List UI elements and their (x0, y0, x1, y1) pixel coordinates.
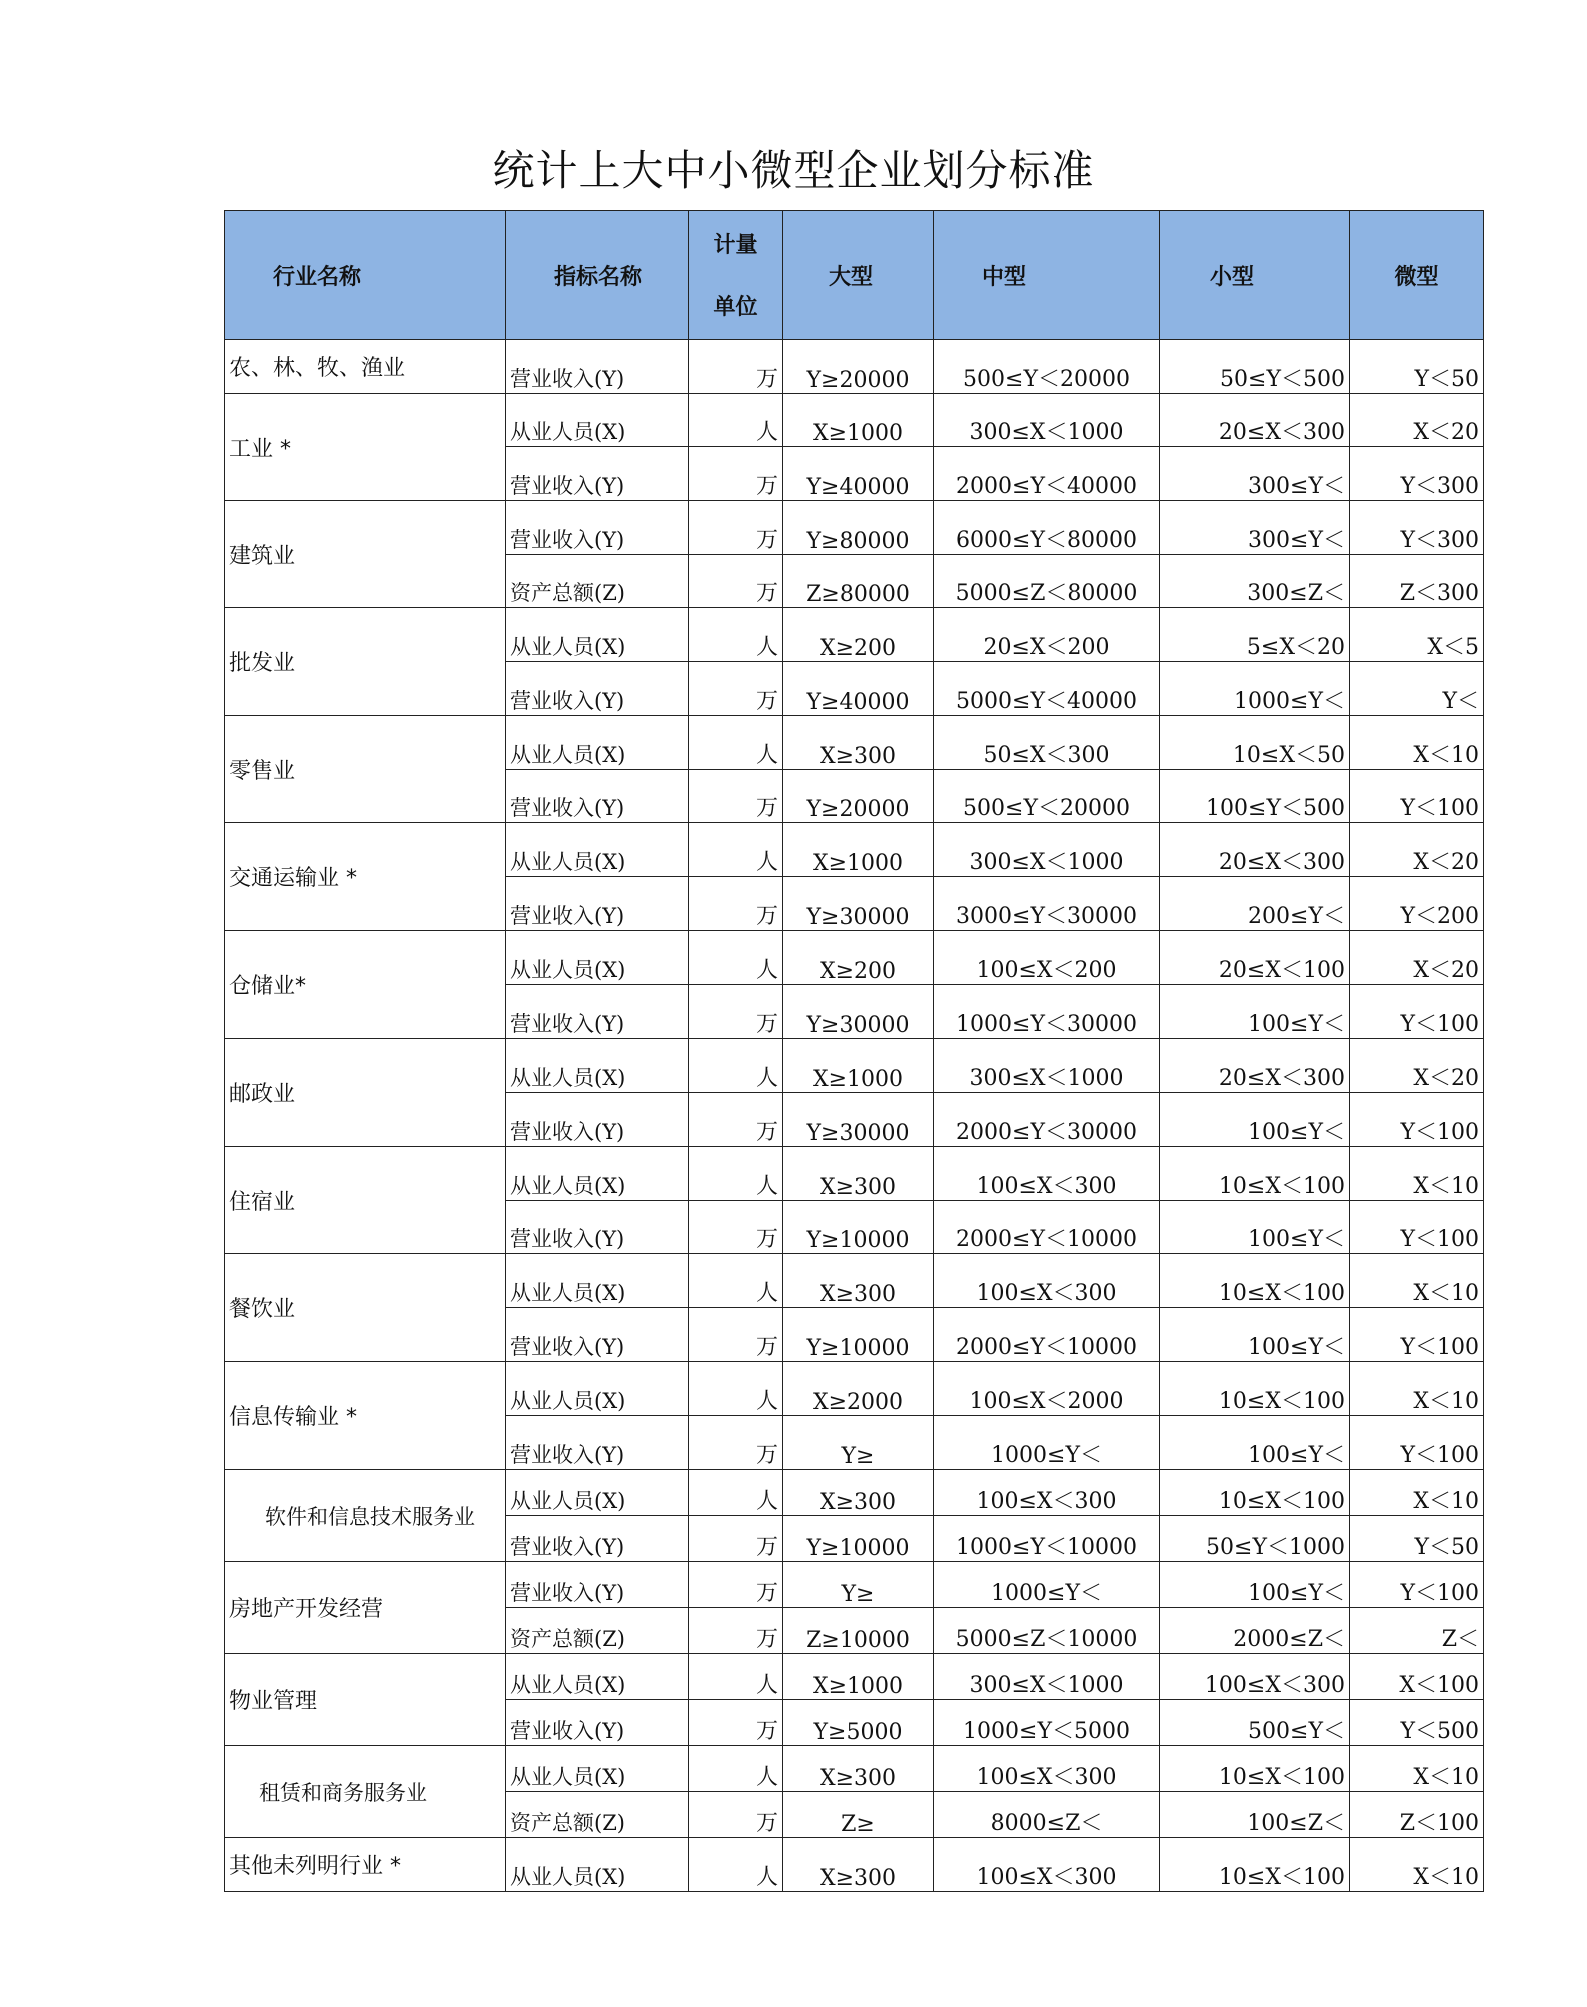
unit-cell: 人 (689, 608, 783, 662)
unit-cell: 人 (689, 1654, 783, 1700)
small-threshold-cell: 300≤Y＜ (1160, 447, 1350, 501)
industry-name-cell: 批发业 (225, 608, 506, 716)
unit-cell: 人 (689, 1746, 783, 1792)
medium-threshold-cell: 100≤X＜300 (934, 1470, 1160, 1516)
micro-threshold-cell: X＜10 (1350, 1470, 1484, 1516)
table-row (225, 1147, 1484, 1201)
indicator-cell: 营业收入(Y) (506, 662, 689, 716)
medium-threshold-cell: 500≤Y＜20000 (934, 770, 1160, 823)
unit-cell: 万 (689, 1201, 783, 1254)
unit-cell: 万 (689, 985, 783, 1039)
unit-cell: 万 (689, 1792, 783, 1838)
micro-threshold-cell: Y＜50 (1350, 340, 1484, 394)
micro-threshold-cell: X＜10 (1350, 1254, 1484, 1308)
industry-name-cell: 零售业 (225, 716, 506, 823)
table-row (225, 1362, 1484, 1416)
micro-threshold-cell: Y＜100 (1350, 985, 1484, 1039)
unit-cell: 万 (689, 1093, 783, 1147)
unit-cell: 万 (689, 1416, 783, 1470)
indicator-cell: 从业人员(X) (506, 1654, 689, 1700)
small-threshold-cell: 50≤Y＜1000 (1160, 1516, 1350, 1562)
classification-table (224, 210, 1484, 1892)
large-threshold-cell: Y≥10000 (783, 1201, 934, 1254)
medium-threshold-cell: 3000≤Y＜30000 (934, 877, 1160, 931)
micro-threshold-cell: Z＜ (1350, 1608, 1484, 1654)
medium-threshold-cell: 20≤X＜200 (934, 608, 1160, 662)
medium-threshold-cell: 500≤Y＜20000 (934, 340, 1160, 394)
industry-name-cell: 住宿业 (225, 1147, 506, 1254)
large-threshold-cell: Y≥80000 (783, 501, 934, 555)
small-threshold-cell: 1000≤Y＜ (1160, 662, 1350, 716)
large-threshold-cell: X≥200 (783, 608, 934, 662)
small-threshold-cell: 100≤Y＜ (1160, 1201, 1350, 1254)
unit-cell: 万 (689, 770, 783, 823)
micro-threshold-cell: Y＜200 (1350, 877, 1484, 931)
small-threshold-cell: 10≤X＜100 (1160, 1254, 1350, 1308)
small-threshold-cell: 10≤X＜50 (1160, 716, 1350, 770)
small-threshold-cell: 200≤Y＜ (1160, 877, 1350, 931)
unit-cell: 万 (689, 447, 783, 501)
medium-threshold-cell: 50≤X＜300 (934, 716, 1160, 770)
large-threshold-cell: Y≥20000 (783, 770, 934, 823)
indicator-cell: 资产总额(Z) (506, 1608, 689, 1654)
large-threshold-cell: X≥200 (783, 931, 934, 985)
large-threshold-cell: Y≥30000 (783, 877, 934, 931)
industry-name-cell: 物业管理 (225, 1654, 506, 1746)
indicator-cell: 营业收入(Y) (506, 1416, 689, 1470)
indicator-cell: 营业收入(Y) (506, 340, 689, 394)
indicator-cell: 营业收入(Y) (506, 1562, 689, 1608)
large-threshold-cell: X≥300 (783, 1470, 934, 1516)
header-large: 大型 (783, 211, 934, 340)
micro-threshold-cell: X＜10 (1350, 716, 1484, 770)
micro-threshold-cell: X＜10 (1350, 1746, 1484, 1792)
header-unit-line2: 单位 (713, 295, 758, 320)
micro-threshold-cell: Y＜300 (1350, 501, 1484, 555)
micro-threshold-cell: X＜10 (1350, 1147, 1484, 1201)
indicator-cell: 营业收入(Y) (506, 1201, 689, 1254)
medium-threshold-cell: 6000≤Y＜80000 (934, 501, 1160, 555)
table-row (225, 501, 1484, 555)
micro-threshold-cell: Y＜50 (1350, 1516, 1484, 1562)
small-threshold-cell: 100≤Y＜ (1160, 985, 1350, 1039)
large-threshold-cell: Z≥10000 (783, 1608, 934, 1654)
page-title: 统计上大中小微型企业划分标准 (492, 146, 1095, 195)
unit-cell: 万 (689, 501, 783, 555)
indicator-cell: 从业人员(X) (506, 1362, 689, 1416)
small-threshold-cell: 100≤Y＜500 (1160, 770, 1350, 823)
small-threshold-cell: 10≤X＜100 (1160, 1362, 1350, 1416)
micro-threshold-cell: Y＜100 (1350, 1416, 1484, 1470)
large-threshold-cell: Y≥20000 (783, 340, 934, 394)
small-threshold-cell: 10≤X＜100 (1160, 1838, 1350, 1892)
unit-cell: 人 (689, 1838, 783, 1892)
large-threshold-cell: Z≥ (783, 1792, 934, 1838)
indicator-cell: 从业人员(X) (506, 931, 689, 985)
unit-cell: 人 (689, 1470, 783, 1516)
table-row (225, 1746, 1484, 1792)
industry-name-cell: 邮政业 (225, 1039, 506, 1147)
header-medium: 中型 (934, 211, 1160, 340)
large-threshold-cell: Y≥5000 (783, 1700, 934, 1746)
medium-threshold-cell: 1000≤Y＜ (934, 1416, 1160, 1470)
micro-threshold-cell: Y＜ (1350, 662, 1484, 716)
medium-threshold-cell: 1000≤Y＜5000 (934, 1700, 1160, 1746)
large-threshold-cell: X≥300 (783, 1746, 934, 1792)
table-row (225, 1654, 1484, 1700)
small-threshold-cell: 100≤Y＜ (1160, 1416, 1350, 1470)
micro-threshold-cell: Z＜100 (1350, 1792, 1484, 1838)
small-threshold-cell: 300≤Z＜ (1160, 555, 1350, 608)
indicator-cell: 资产总额(Z) (506, 555, 689, 608)
unit-cell: 万 (689, 1608, 783, 1654)
indicator-cell: 营业收入(Y) (506, 1700, 689, 1746)
unit-cell: 万 (689, 662, 783, 716)
medium-threshold-cell: 8000≤Z＜ (934, 1792, 1160, 1838)
table-row (225, 1562, 1484, 1608)
large-threshold-cell: X≥300 (783, 716, 934, 770)
unit-cell: 人 (689, 1254, 783, 1308)
indicator-cell: 营业收入(Y) (506, 985, 689, 1039)
table-row (225, 931, 1484, 985)
indicator-cell: 从业人员(X) (506, 1746, 689, 1792)
micro-threshold-cell: Y＜100 (1350, 1562, 1484, 1608)
table-row (225, 1254, 1484, 1308)
unit-cell: 万 (689, 555, 783, 608)
large-threshold-cell: X≥1000 (783, 1654, 934, 1700)
unit-cell: 万 (689, 1700, 783, 1746)
industry-name-cell: 其他未列明行业 * (225, 1838, 506, 1892)
large-threshold-cell: X≥300 (783, 1147, 934, 1201)
micro-threshold-cell: X＜100 (1350, 1654, 1484, 1700)
table-row (225, 394, 1484, 447)
unit-cell: 人 (689, 394, 783, 447)
small-threshold-cell: 100≤Y＜ (1160, 1562, 1350, 1608)
small-threshold-cell: 100≤Y＜ (1160, 1308, 1350, 1362)
micro-threshold-cell: Y＜100 (1350, 770, 1484, 823)
industry-name-cell: 餐饮业 (225, 1254, 506, 1362)
indicator-cell: 从业人员(X) (506, 1470, 689, 1516)
micro-threshold-cell: X＜10 (1350, 1838, 1484, 1892)
unit-cell: 万 (689, 340, 783, 394)
micro-threshold-cell: X＜20 (1350, 1039, 1484, 1093)
micro-threshold-cell: Y＜100 (1350, 1201, 1484, 1254)
medium-threshold-cell: 1000≤Y＜30000 (934, 985, 1160, 1039)
header-unit (689, 211, 783, 340)
small-threshold-cell: 300≤Y＜ (1160, 501, 1350, 555)
large-threshold-cell: Y≥40000 (783, 662, 934, 716)
header-unit-line1: 计量 (713, 233, 758, 258)
small-threshold-cell: 500≤Y＜ (1160, 1700, 1350, 1746)
large-threshold-cell: X≥300 (783, 1254, 934, 1308)
small-threshold-cell: 5≤X＜20 (1160, 608, 1350, 662)
small-threshold-cell: 10≤X＜100 (1160, 1147, 1350, 1201)
medium-threshold-cell: 100≤X＜2000 (934, 1362, 1160, 1416)
table-row (225, 608, 1484, 662)
micro-threshold-cell: X＜10 (1350, 1362, 1484, 1416)
large-threshold-cell: X≥1000 (783, 823, 934, 877)
small-threshold-cell: 50≤Y＜500 (1160, 340, 1350, 394)
indicator-cell: 营业收入(Y) (506, 447, 689, 501)
small-threshold-cell: 10≤X＜100 (1160, 1470, 1350, 1516)
table-body (225, 340, 1484, 1892)
large-threshold-cell: Y≥10000 (783, 1308, 934, 1362)
large-threshold-cell: X≥1000 (783, 1039, 934, 1093)
indicator-cell: 从业人员(X) (506, 1039, 689, 1093)
large-threshold-cell: Y≥10000 (783, 1516, 934, 1562)
medium-threshold-cell: 5000≤Y＜40000 (934, 662, 1160, 716)
large-threshold-cell: X≥2000 (783, 1362, 934, 1416)
medium-threshold-cell: 300≤X＜1000 (934, 1039, 1160, 1093)
large-threshold-cell: X≥300 (783, 1838, 934, 1892)
medium-threshold-cell: 5000≤Z＜80000 (934, 555, 1160, 608)
medium-threshold-cell: 2000≤Y＜10000 (934, 1308, 1160, 1362)
medium-threshold-cell: 300≤X＜1000 (934, 1654, 1160, 1700)
large-threshold-cell: Y≥30000 (783, 1093, 934, 1147)
micro-threshold-cell: X＜20 (1350, 394, 1484, 447)
micro-threshold-cell: X＜5 (1350, 608, 1484, 662)
micro-threshold-cell: Y＜500 (1350, 1700, 1484, 1746)
industry-name-cell: 工业 * (225, 394, 506, 501)
medium-threshold-cell: 100≤X＜300 (934, 1147, 1160, 1201)
medium-threshold-cell: 2000≤Y＜30000 (934, 1093, 1160, 1147)
unit-cell: 人 (689, 931, 783, 985)
header-small: 小型 (1160, 211, 1350, 340)
industry-name-cell: 租赁和商务服务业 (225, 1746, 506, 1838)
medium-threshold-cell: 2000≤Y＜40000 (934, 447, 1160, 501)
medium-threshold-cell: 1000≤Y＜ (934, 1562, 1160, 1608)
medium-threshold-cell: 5000≤Z＜10000 (934, 1608, 1160, 1654)
small-threshold-cell: 20≤X＜300 (1160, 394, 1350, 447)
small-threshold-cell: 100≤Z＜ (1160, 1792, 1350, 1838)
industry-name-cell: 农、林、牧、渔业 (225, 340, 506, 394)
indicator-cell: 从业人员(X) (506, 1838, 689, 1892)
large-threshold-cell: Y≥40000 (783, 447, 934, 501)
large-threshold-cell: X≥1000 (783, 394, 934, 447)
table-row (225, 823, 1484, 877)
indicator-cell: 营业收入(Y) (506, 1308, 689, 1362)
unit-cell: 人 (689, 1147, 783, 1201)
indicator-cell: 从业人员(X) (506, 394, 689, 447)
medium-threshold-cell: 100≤X＜200 (934, 931, 1160, 985)
header-industry: 行业名称 (225, 211, 506, 340)
header-micro: 微型 (1350, 211, 1484, 340)
unit-cell: 万 (689, 1308, 783, 1362)
large-threshold-cell: Y≥30000 (783, 985, 934, 1039)
unit-cell: 万 (689, 1516, 783, 1562)
indicator-cell: 营业收入(Y) (506, 1516, 689, 1562)
large-threshold-cell: Y≥ (783, 1416, 934, 1470)
medium-threshold-cell: 300≤X＜1000 (934, 823, 1160, 877)
unit-cell: 人 (689, 716, 783, 770)
unit-cell: 人 (689, 823, 783, 877)
unit-cell: 万 (689, 1562, 783, 1608)
table-row (225, 1838, 1484, 1892)
medium-threshold-cell: 100≤X＜300 (934, 1746, 1160, 1792)
indicator-cell: 营业收入(Y) (506, 501, 689, 555)
small-threshold-cell: 20≤X＜300 (1160, 823, 1350, 877)
indicator-cell: 从业人员(X) (506, 608, 689, 662)
medium-threshold-cell: 100≤X＜300 (934, 1838, 1160, 1892)
indicator-cell: 营业收入(Y) (506, 770, 689, 823)
table-row (225, 716, 1484, 770)
small-threshold-cell: 10≤X＜100 (1160, 1746, 1350, 1792)
medium-threshold-cell: 300≤X＜1000 (934, 394, 1160, 447)
indicator-cell: 营业收入(Y) (506, 877, 689, 931)
small-threshold-cell: 100≤X＜300 (1160, 1654, 1350, 1700)
table-row (225, 1039, 1484, 1093)
indicator-cell: 资产总额(Z) (506, 1792, 689, 1838)
table-row (225, 1470, 1484, 1516)
industry-name-cell: 软件和信息技术服务业 (225, 1470, 506, 1562)
micro-threshold-cell: Y＜100 (1350, 1308, 1484, 1362)
medium-threshold-cell: 1000≤Y＜10000 (934, 1516, 1160, 1562)
unit-cell: 人 (689, 1039, 783, 1093)
small-threshold-cell: 2000≤Z＜ (1160, 1608, 1350, 1654)
large-threshold-cell: Y≥ (783, 1562, 934, 1608)
micro-threshold-cell: Y＜300 (1350, 447, 1484, 501)
small-threshold-cell: 20≤X＜300 (1160, 1039, 1350, 1093)
micro-threshold-cell: X＜20 (1350, 823, 1484, 877)
micro-threshold-cell: X＜20 (1350, 931, 1484, 985)
small-threshold-cell: 100≤Y＜ (1160, 1093, 1350, 1147)
medium-threshold-cell: 2000≤Y＜10000 (934, 1201, 1160, 1254)
header-row (225, 211, 1484, 340)
table-row (225, 340, 1484, 394)
indicator-cell: 从业人员(X) (506, 716, 689, 770)
industry-name-cell: 仓储业* (225, 931, 506, 1039)
unit-cell: 人 (689, 1362, 783, 1416)
small-threshold-cell: 20≤X＜100 (1160, 931, 1350, 985)
indicator-cell: 从业人员(X) (506, 1254, 689, 1308)
indicator-cell: 营业收入(Y) (506, 1093, 689, 1147)
industry-name-cell: 房地产开发经营 (225, 1562, 506, 1654)
industry-name-cell: 建筑业 (225, 501, 506, 608)
indicator-cell: 从业人员(X) (506, 823, 689, 877)
industry-name-cell: 交通运输业 * (225, 823, 506, 931)
micro-threshold-cell: Y＜100 (1350, 1093, 1484, 1147)
unit-cell: 万 (689, 877, 783, 931)
micro-threshold-cell: Z＜300 (1350, 555, 1484, 608)
industry-name-cell: 信息传输业 * (225, 1362, 506, 1470)
indicator-cell: 从业人员(X) (506, 1147, 689, 1201)
medium-threshold-cell: 100≤X＜300 (934, 1254, 1160, 1308)
header-indicator: 指标名称 (506, 211, 689, 340)
large-threshold-cell: Z≥80000 (783, 555, 934, 608)
